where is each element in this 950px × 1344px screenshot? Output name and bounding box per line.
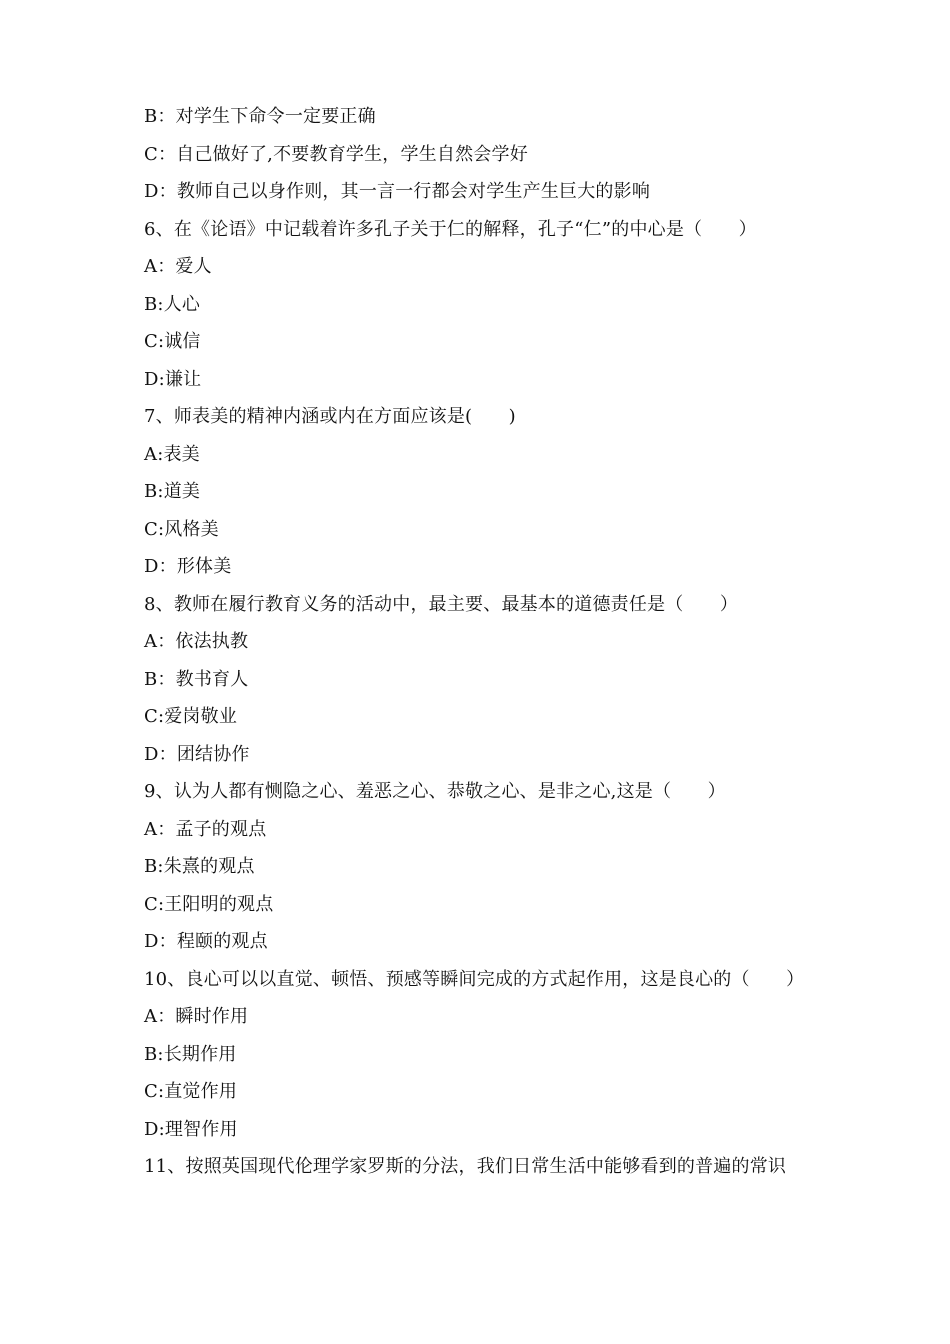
option-line: B:朱熹的观点 [144,856,255,877]
question-line: 8、教师在履行教育义务的活动中，最主要、最基本的道德责任是（ ） [144,593,739,615]
option-line: A：瞬时作用 [144,1006,249,1027]
question-line: 9、认为人都有恻隐之心、羞恶之心、恭敬之心、是非之心,这是（ ） [144,781,726,802]
option-line: A：孟子的观点 [144,818,267,840]
option-line: C:风格美 [144,518,219,540]
option-line: C:爱岗敬业 [144,706,238,727]
option-line: C:直觉作用 [144,1081,238,1102]
option-line: B:人心 [144,293,201,315]
option-line: C:诚信 [144,331,201,352]
option-line: D：形体美 [144,556,232,577]
option-line: D:谦让 [144,368,202,390]
document-body [144,104,844,1192]
option-line: A：依法执教 [144,631,249,652]
option-line: B:长期作用 [144,1043,237,1065]
option-line: D：教师自己以身作则，其一言一行都会对学生产生巨大的影响 [144,181,651,202]
option-line: B：对学生下命令一定要正确 [144,106,376,127]
question-line: 7、师表美的精神内涵或内在方面应该是( ) [144,406,516,427]
option-line: B:道美 [144,481,201,502]
question-line: 6、在《论语》中记载着许多孔子关于仁的解释，孔子“仁”的中心是（ ） [144,218,757,240]
option-line: D:理智作用 [144,1118,238,1140]
question-line: 10、良心可以以直觉、顿悟、预感等瞬间完成的方式起作用，这是良心的（ ） [144,968,805,990]
option-line: D：程颐的观点 [144,931,268,952]
option-line: A:表美 [144,443,200,465]
option-line: A：爱人 [144,256,212,277]
option-line: D：团结协作 [144,743,250,765]
option-line: C:王阳明的观点 [144,893,274,915]
option-line: B：教书育人 [144,668,249,690]
option-line: C：自己做好了,不要教育学生，学生自然会学好 [144,143,528,165]
question-line: 11、按照英国现代伦理学家罗斯的分法，我们日常生活中能够看到的普遍的常识 [144,1156,787,1177]
